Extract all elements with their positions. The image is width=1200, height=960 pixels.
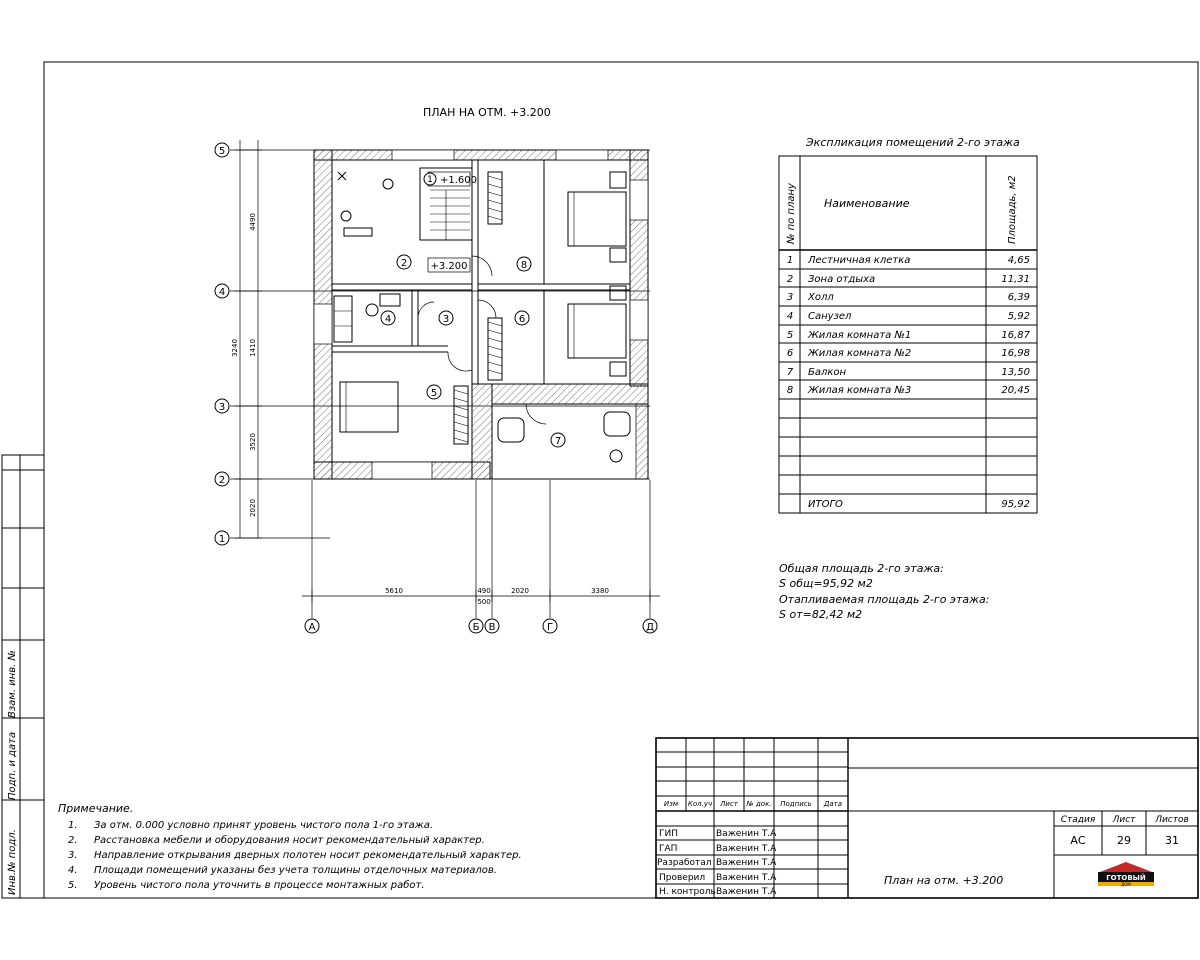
dim-h-2020: 2020 xyxy=(511,587,529,595)
floor-plan xyxy=(314,150,648,479)
explication-col-num: № по плану xyxy=(786,183,797,244)
room-mark-6: 6 xyxy=(518,314,526,325)
stair-mark: 1 xyxy=(427,175,433,185)
row-name-8: Жилая комната №3 xyxy=(808,385,912,396)
role-gap: ГАП xyxy=(659,844,678,854)
explication-col-name: Наименование xyxy=(824,197,910,210)
svg-text:Изм: Изм xyxy=(663,800,679,808)
axis-label-1: 1 xyxy=(218,534,226,545)
margin-label-replacement: Взам. инв. № xyxy=(7,650,18,718)
row-area-5: 16,87 xyxy=(1001,330,1030,341)
sheet-value: 29 xyxy=(1117,834,1131,847)
row-num-5: 5 xyxy=(786,330,794,341)
row-name-3: Холл xyxy=(808,292,834,303)
total-area: 95,92 xyxy=(1001,499,1030,510)
sheet-title: План на отм. +3.200 xyxy=(884,874,1004,887)
notes-list xyxy=(68,820,522,891)
elevation-floor: +3.200 xyxy=(430,261,468,272)
title-block-headers xyxy=(664,800,842,808)
sheets-value: 31 xyxy=(1165,834,1179,847)
elevation-stair: +1.600 xyxy=(440,175,478,186)
row-name-5: Жилая комната №1 xyxy=(808,330,912,341)
summary-total-label: Общая площадь 2-го этажа: xyxy=(779,562,944,575)
axis-bubbles-rows xyxy=(215,143,229,545)
role-gip: ГИП xyxy=(659,829,678,839)
row-area-3: 6,39 xyxy=(1007,292,1030,303)
dim-v-1410: 1410 xyxy=(249,339,257,357)
company-logo xyxy=(1098,862,1154,887)
row-num-6: 6 xyxy=(786,348,794,359)
note-num-4: 4. xyxy=(68,865,78,876)
room-mark-5: 5 xyxy=(430,388,438,399)
svg-text:№ док.: № док. xyxy=(746,800,772,808)
note-num-3: 3. xyxy=(68,850,78,861)
room-mark-4: 4 xyxy=(384,314,392,325)
row-area-1: 4,65 xyxy=(1007,255,1030,266)
row-num-8: 8 xyxy=(786,385,794,396)
summary-total-value: S общ=95,92 м2 xyxy=(779,577,873,590)
summary-heated-value: S от=82,42 м2 xyxy=(779,608,863,621)
dim-v-2020: 2020 xyxy=(249,499,257,517)
notes-title: Примечание. xyxy=(58,802,134,815)
stage-label: Стадия xyxy=(1060,815,1096,825)
row-area-7: 13,50 xyxy=(1001,367,1030,378)
svg-text:Подпись: Подпись xyxy=(780,800,812,808)
stage-value: АС xyxy=(1070,834,1086,847)
explication-rows xyxy=(787,255,1031,510)
name-developer: Важенин Т.А xyxy=(716,858,777,868)
left-margin-stamp xyxy=(2,455,44,898)
sheets-label: Листов xyxy=(1155,815,1189,825)
room-mark-3: 3 xyxy=(442,314,450,325)
axis-label-V: В xyxy=(488,622,496,633)
dim-h-490: 490 xyxy=(477,587,491,595)
row-num-2: 2 xyxy=(786,274,794,285)
row-num-1: 1 xyxy=(786,255,794,266)
axis-label-2: 2 xyxy=(218,475,226,486)
svg-text:Кол.уч: Кол.уч xyxy=(687,800,713,808)
explication-title: Экспликация помещений 2-го этажа xyxy=(806,136,1020,149)
dim-h-5610: 5610 xyxy=(385,587,403,595)
total-label: ИТОГО xyxy=(808,499,843,510)
dim-h-500: 500 xyxy=(477,598,491,606)
dim-v-3520: 3520 xyxy=(249,433,257,451)
name-control: Важенин Т.А xyxy=(716,887,777,897)
note-text-4: Площади помещений указаны без учета толщины отделочных материалов. xyxy=(94,865,497,876)
name-gap: Важенин Т.А xyxy=(716,844,777,854)
note-text-1: За отм. 0.000 условно принят уровень чистого пола 1-го этажа. xyxy=(94,820,434,831)
note-num-2: 2. xyxy=(68,835,78,846)
note-text-3: Направление открывания дверных полотен носит рекомендательный характер. xyxy=(94,850,522,861)
row-area-2: 11,31 xyxy=(1001,274,1030,285)
axis-label-G: Г xyxy=(546,622,554,633)
room-mark-7: 7 xyxy=(554,436,562,447)
row-area-4: 5,92 xyxy=(1007,311,1030,322)
row-name-4: Санузел xyxy=(808,311,852,322)
name-checker: Важенин Т.А xyxy=(716,873,777,883)
margin-label-inventory: Инв.№ подл. xyxy=(7,829,18,895)
axis-label-3: 3 xyxy=(218,402,226,413)
axis-label-D: Д xyxy=(646,622,654,633)
row-name-6: Жилая комната №2 xyxy=(808,348,912,359)
dim-v-4490: 4490 xyxy=(249,213,257,231)
name-gip: Важенин Т.А xyxy=(716,829,777,839)
svg-text:Лист: Лист xyxy=(720,800,738,808)
row-num-7: 7 xyxy=(786,367,794,378)
logo-text: ГОТОВЫЙ xyxy=(1106,874,1146,882)
axis-label-A: А xyxy=(308,622,316,633)
row-name-1: Лестничная клетка xyxy=(808,255,911,266)
axis-label-B: Б xyxy=(472,622,480,633)
note-num-1: 1. xyxy=(68,820,78,831)
dim-h-3380: 3380 xyxy=(591,587,609,595)
room-mark-8: 8 xyxy=(520,260,528,271)
note-num-5: 5. xyxy=(68,880,78,891)
note-text-5: Уровень чистого пола уточнить в процессе монтажных работ. xyxy=(94,880,425,891)
row-area-8: 20,45 xyxy=(1001,385,1030,396)
note-text-2: Расстановка мебели и оборудования носит рекомендательный характер. xyxy=(94,835,485,846)
axis-label-5: 5 xyxy=(218,146,226,157)
title-block-roles xyxy=(657,829,777,897)
row-num-3: 3 xyxy=(786,292,794,303)
row-num-4: 4 xyxy=(786,311,794,322)
margin-label-signature: Подп. и дата xyxy=(7,731,18,800)
row-name-2: Зона отдыха xyxy=(808,274,876,285)
role-checker: Проверил xyxy=(659,873,706,883)
row-area-6: 16,98 xyxy=(1001,348,1030,359)
room-mark-2: 2 xyxy=(400,258,408,269)
logo-sub: ДОМ xyxy=(1121,882,1131,887)
summary-heated-label: Отапливаемая площадь 2-го этажа: xyxy=(779,593,990,606)
axis-bubbles-cols xyxy=(305,619,657,633)
role-control: Н. контроль xyxy=(659,887,716,897)
axis-label-4: 4 xyxy=(218,287,226,298)
role-developer: Разработал xyxy=(657,858,712,868)
dim-v-3240: 3240 xyxy=(231,339,239,357)
vertical-dimensions xyxy=(235,140,262,538)
explication-col-area: Площадь, м2 xyxy=(1007,175,1018,244)
svg-text:Дата: Дата xyxy=(823,800,843,808)
row-name-7: Балкон xyxy=(808,367,847,378)
plan-title: ПЛАН НА ОТМ. +3.200 xyxy=(423,106,551,119)
sheet-label: Лист xyxy=(1112,815,1136,825)
